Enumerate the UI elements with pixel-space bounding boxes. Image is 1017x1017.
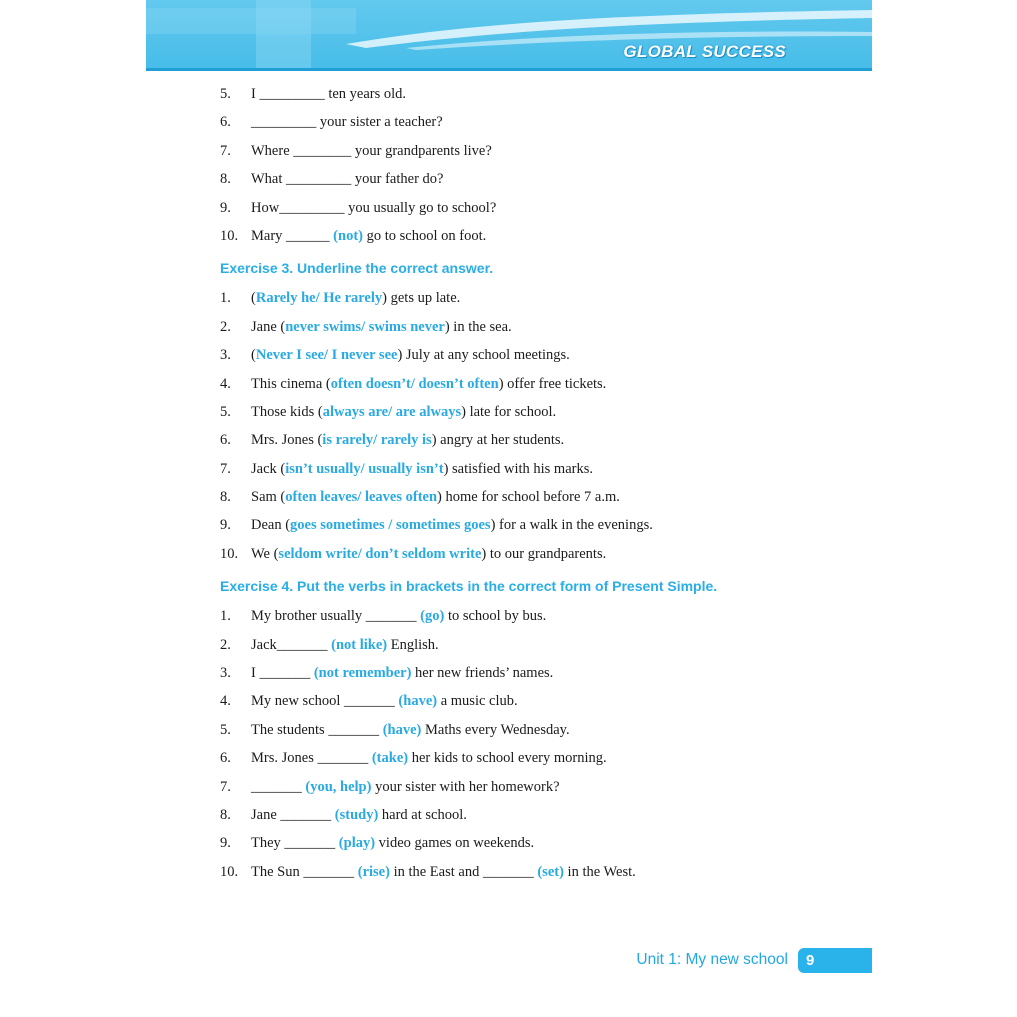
exercise-2-item — [220, 137, 820, 165]
item-text-part: My new school _______ — [251, 693, 399, 710]
exercise-3-item — [220, 370, 820, 398]
item-text-part: The students _______ — [251, 721, 383, 738]
item-text-part: ) offer free tickets. — [498, 375, 607, 392]
item-text-part: her kids to school every morning. — [408, 750, 607, 767]
item-number: 6. — [220, 114, 231, 131]
item-text-part: Jane _______ — [251, 806, 335, 823]
item-text-part: Mrs. Jones ( — [251, 432, 323, 449]
item-text-part: Mrs. Jones _______ — [251, 750, 372, 767]
item-number: 3. — [220, 347, 231, 364]
exercise-3-item — [220, 455, 820, 483]
item-text — [251, 284, 460, 312]
item-hint: isn’t usually/ usually isn’t — [285, 460, 444, 477]
exercise-2-item — [220, 108, 820, 136]
item-number: 5. — [220, 86, 231, 102]
item-hint: (not remember) — [313, 665, 412, 682]
item-text — [251, 773, 560, 801]
exercise-3-item — [220, 398, 820, 426]
item-hint: (rise) — [357, 863, 390, 880]
item-text-part: go to school on foot. — [362, 227, 487, 244]
item-text-part: We ( — [251, 545, 279, 562]
brand-logo-text: GLOBAL SUCCESS — [623, 42, 786, 61]
item-number: 2. — [220, 636, 231, 653]
item-number: 4. — [220, 693, 231, 710]
item-number: 6. — [220, 432, 231, 449]
item-hint: often leaves/ leaves often — [285, 489, 438, 506]
item-text-part: Those kids ( — [251, 403, 323, 420]
item-text-part: video games on weekends. — [375, 835, 535, 852]
exercise-3-item — [220, 426, 820, 454]
item-text — [251, 744, 607, 772]
item-number: 1. — [220, 608, 231, 625]
item-text-part: They _______ — [251, 835, 339, 852]
item-text-part: Maths every Wednesday. — [421, 721, 570, 738]
item-text-part: ) in the sea. — [444, 318, 512, 335]
item-text — [251, 687, 518, 715]
item-text — [251, 659, 553, 687]
item-text-part: This cinema ( — [251, 375, 331, 392]
item-text-part: ) late for school. — [461, 403, 557, 420]
item-number: 1. — [220, 290, 231, 307]
exercise-2-item — [220, 80, 820, 108]
item-text-part: ( — [251, 347, 256, 364]
exercise-4-item — [220, 801, 820, 829]
item-text-part: in the West. — [563, 863, 636, 880]
item-text-part: a music club. — [437, 693, 518, 710]
item-text-part: ) to our grandparents. — [481, 545, 607, 562]
item-text-part: ) satisfied with his marks. — [443, 460, 593, 477]
item-hint: (take) — [371, 750, 409, 767]
item-hint: often doesn’t/ doesn’t often — [330, 375, 499, 392]
item-number: 6. — [220, 750, 231, 767]
exercise-4-item — [220, 716, 820, 744]
item-text — [251, 370, 606, 398]
exercise-4-item — [220, 659, 820, 687]
item-text-part: English. — [387, 636, 439, 653]
exercise-4-item — [220, 773, 820, 801]
item-hint: (set) — [537, 863, 564, 880]
item-hint: is rarely/ rarely is — [322, 432, 432, 449]
item-hint: (study) — [334, 806, 379, 823]
item-text — [251, 801, 467, 829]
item-text-part: My brother usually _______ — [251, 608, 421, 625]
item-text — [251, 858, 636, 886]
item-text: _________ your sister a teacher? — [251, 114, 443, 131]
page-number-badge: 9 — [798, 948, 872, 973]
item-text-part: hard at school. — [378, 806, 467, 823]
item-text-part: Sam ( — [251, 489, 286, 506]
header-band — [146, 0, 872, 71]
exercise-2-item — [220, 194, 820, 222]
item-text — [251, 313, 512, 341]
item-number: 10. — [220, 545, 239, 562]
item-text-part: ) home for school before 7 a.m. — [437, 489, 620, 506]
item-number: 2. — [220, 318, 231, 335]
item-text: How_________ you usually go to school? — [251, 199, 497, 216]
item-hint: (play) — [338, 835, 376, 852]
exercise-4-item — [220, 687, 820, 715]
exercise-4-item — [220, 858, 820, 886]
worksheet-page — [146, 0, 872, 1017]
item-hint: goes sometimes / sometimes goes — [290, 517, 491, 534]
item-number: 7. — [220, 778, 231, 795]
item-number: 10. — [220, 863, 239, 880]
item-text-part: The Sun _______ — [251, 863, 358, 880]
item-text: What _________ your father do? — [251, 171, 444, 188]
exercise-3-title: Exercise 3. Underline the correct answer. — [220, 260, 494, 277]
exercise-4-item — [220, 829, 820, 857]
footer-unit-title: Unit 1: My new school — [636, 951, 788, 968]
item-number: 5. — [220, 721, 231, 738]
item-number: 8. — [220, 171, 231, 188]
exercise-3-item — [220, 341, 820, 369]
exercise-4-item — [220, 631, 820, 659]
item-hint: never swims/ swims never — [285, 318, 445, 335]
item-hint: (go) — [420, 608, 445, 625]
item-text-part: in the East and _______ — [389, 863, 538, 880]
exercise-3-item — [220, 540, 820, 568]
exercise-2-item — [220, 165, 820, 193]
item-number: 4. — [220, 375, 231, 392]
item-hint: (have) — [398, 693, 438, 710]
item-hint: (have) — [382, 721, 422, 738]
item-hint: (not) — [333, 227, 363, 244]
item-text — [251, 716, 570, 744]
item-text-part: Dean ( — [251, 517, 291, 534]
item-text — [251, 398, 556, 426]
item-text-part: _______ — [251, 778, 306, 795]
exercise-3-item — [220, 483, 820, 511]
item-number: 8. — [220, 806, 231, 823]
item-text — [251, 222, 486, 250]
item-text — [251, 341, 570, 369]
item-text — [251, 540, 606, 568]
item-number: 7. — [220, 460, 231, 477]
item-text-part: ) gets up late. — [382, 290, 461, 307]
item-text — [251, 631, 439, 659]
exercise-4-item — [220, 602, 820, 630]
exercise-3-item — [220, 511, 820, 539]
exercise-3-item — [220, 284, 820, 312]
item-text-part: ) angry at her students. — [431, 432, 565, 449]
item-number: 9. — [220, 835, 231, 852]
item-number: 7. — [220, 142, 231, 159]
item-text-part: ) for a walk in the evenings. — [490, 517, 653, 534]
item-text: Where ________ your grandparents live? — [251, 142, 492, 159]
item-number: 10. — [220, 227, 239, 244]
item-text: I _________ ten years old. — [251, 86, 407, 102]
item-text-part: your sister with her homework? — [371, 778, 560, 795]
item-text — [251, 829, 534, 857]
item-hint: Never I see/ I never see — [255, 347, 398, 364]
item-text-part: Jane ( — [251, 318, 286, 335]
item-hint: (not like) — [331, 636, 388, 653]
item-text — [251, 426, 564, 454]
item-text-part: ( — [251, 290, 256, 307]
item-text-part: Mary ______ — [251, 227, 334, 244]
item-hint: (you, help) — [305, 778, 372, 795]
item-text — [251, 455, 593, 483]
exercise-2-item — [220, 222, 820, 250]
item-text-part: ) July at any school meetings. — [397, 347, 570, 364]
exercise-4-item — [220, 744, 820, 772]
item-text-part: her new friends’ names. — [411, 665, 554, 682]
item-number: 9. — [220, 517, 231, 534]
item-text — [251, 483, 620, 511]
item-number: 3. — [220, 665, 231, 682]
item-hint: Rarely he/ He rarely — [255, 290, 383, 307]
item-hint: seldom write/ don’t seldom write — [278, 545, 482, 562]
item-number: 5. — [220, 403, 231, 420]
exercise-4-title: Exercise 4. Put the verbs in brackets in the correct form of Present Simple. — [220, 578, 718, 595]
item-text — [251, 602, 546, 630]
item-hint: always are/ are always — [322, 403, 462, 420]
item-text-part: Jack_______ — [251, 636, 332, 653]
item-number: 8. — [220, 489, 231, 506]
item-text — [251, 511, 653, 539]
item-number: 9. — [220, 199, 231, 216]
exercise-3-item — [220, 313, 820, 341]
item-text-part: to school by bus. — [444, 608, 547, 625]
worksheet-content — [220, 80, 820, 886]
item-text-part: Jack ( — [251, 460, 286, 477]
item-text-part: I _______ — [251, 665, 314, 682]
